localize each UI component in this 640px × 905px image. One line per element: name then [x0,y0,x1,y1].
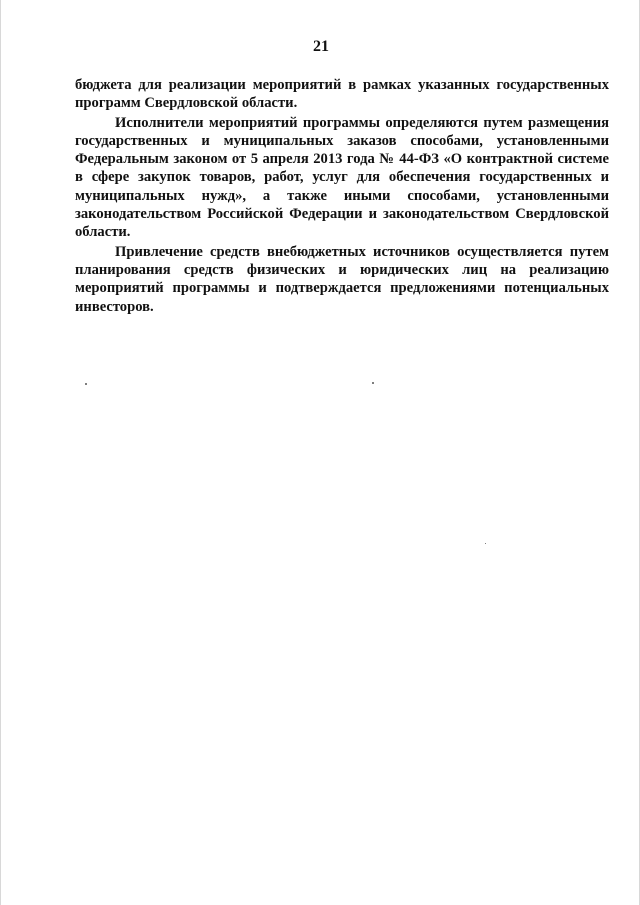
paragraph-program-executors: Исполнители мероприятий программы определяются путем размещения государственных и муниципальных заказов способами, установленными Федеральным законом от 5 апреля 2013 года № 44-ФЗ «О контрактной системе в сфере закупок товаров, работ, услуг для обеспечения государственных и муниципальных нужд», а также иными способами, установленными законодательством Российской Федерации и законодательством Свердловской области. [75,114,609,241]
scan-speck [372,382,374,384]
paragraph-continuation: бюджета для реализации мероприятий в рамках указанных государственных программ Свердловской области. [75,77,609,112]
scan-speck [485,543,486,544]
page-number: 21 [313,38,329,55]
scan-speck [85,383,87,385]
body-text [75,76,609,316]
paragraph-extrabudgetary-funds: Привлечение средств внебюджетных источников осуществляется путем планирования средств физических и юридических лиц на реализацию мероприятий программы и подтверждается предложениями потенциальных инвесторов. [75,243,609,315]
